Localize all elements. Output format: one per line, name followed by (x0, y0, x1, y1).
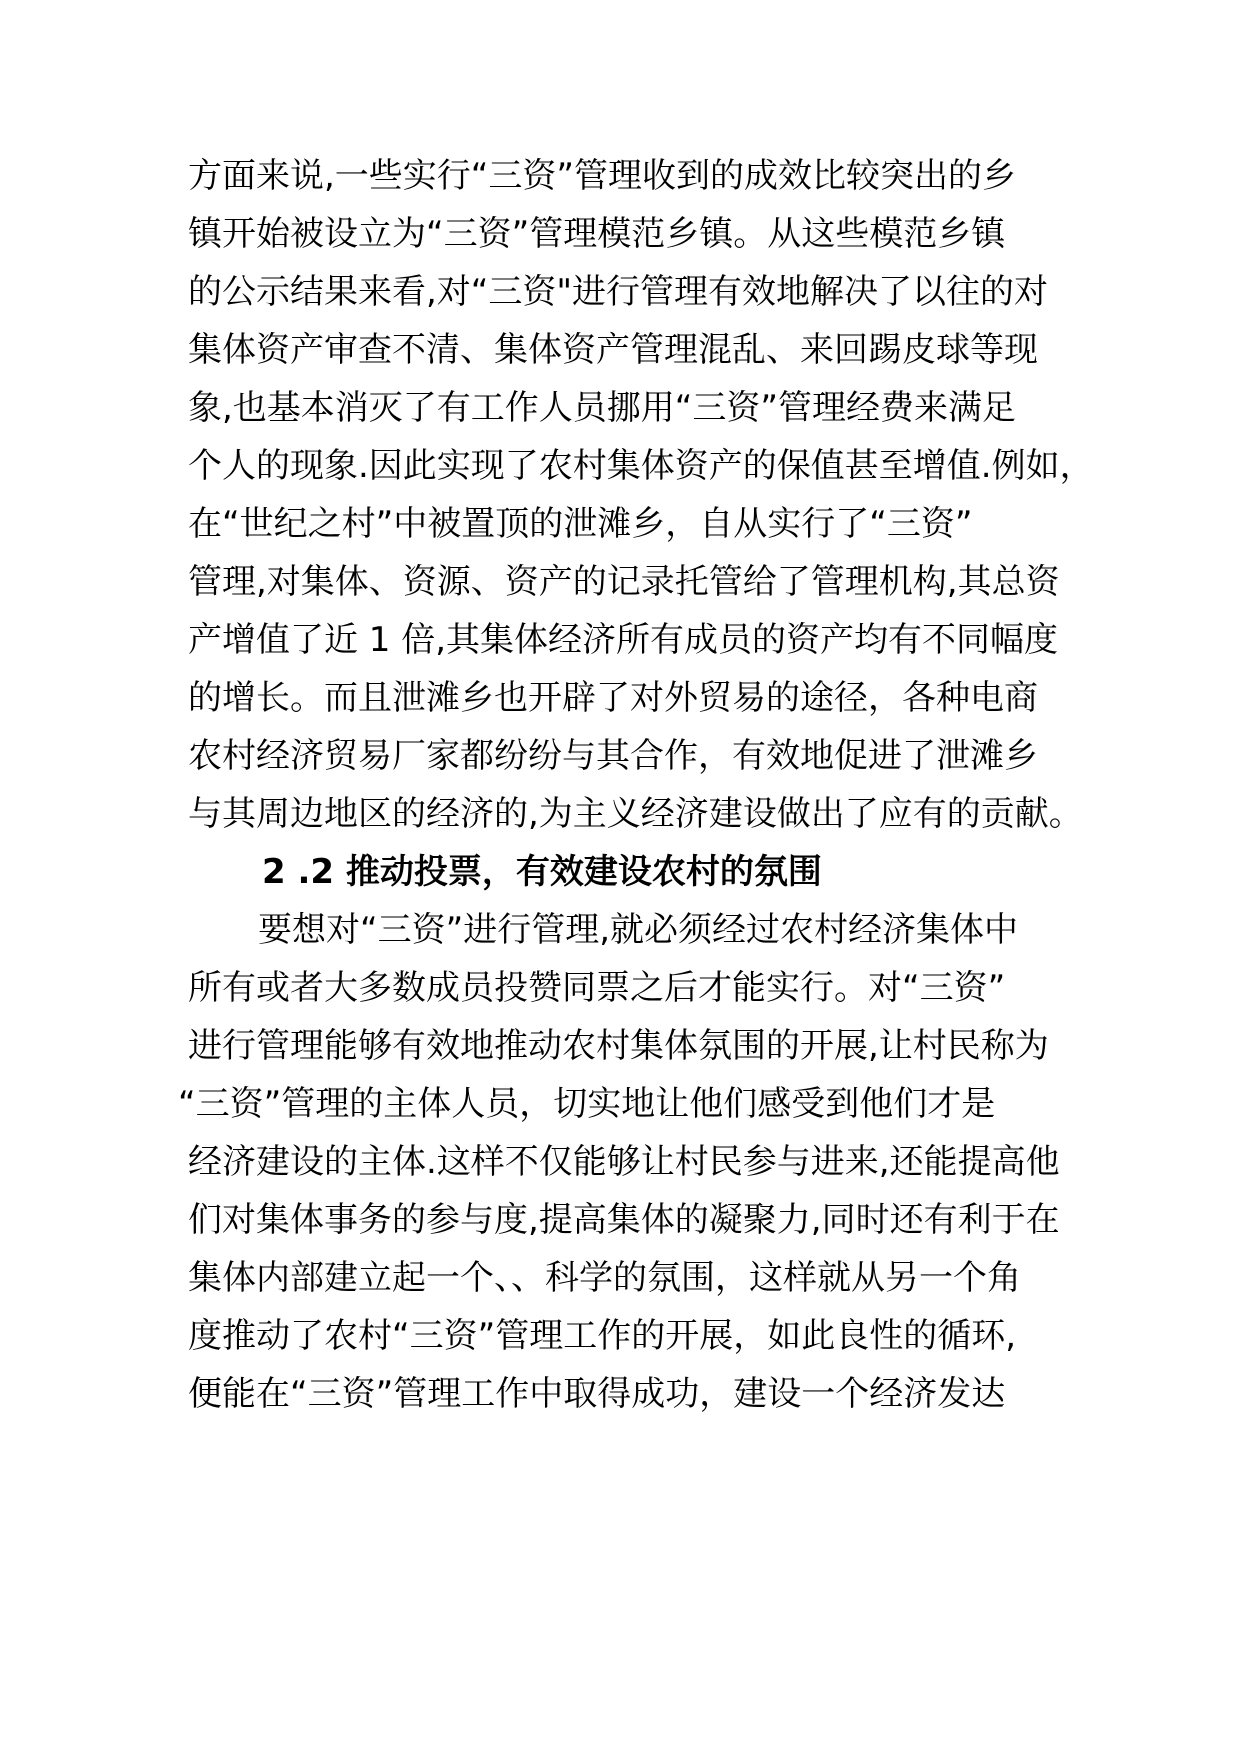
text-line: 象,也基本消灭了有工作人员挪用“三资”管理经费来满足 (188, 388, 1017, 428)
text-line: 集体资产审查不清、集体资产管理混乱、来回踢皮球等现 (188, 330, 1038, 370)
text-line: 在“世纪之村”中被置顶的泄滩乡，自从实行了“三资” (188, 504, 973, 544)
text-line: 经济建设的主体.这样不仅能够让村民参与进来,还能提高他 (188, 1142, 1060, 1182)
text-line: 度推动了农村“三资”管理工作的开展，如此良性的循环, (188, 1316, 1017, 1356)
text-line: 个人的现象.因此实现了农村集体资产的保值甚至增值.例如， (188, 446, 1094, 486)
text-line: 管理,对集体、资源、资产的记录托管给了管理机构,其总资 (188, 562, 1060, 602)
text-line: 的增长。而且泄滩乡也开辟了对外贸易的途径，各种电商 (188, 678, 1038, 718)
text-line: “三资”管理的主体人员，切实地让他们感受到他们才是 (178, 1084, 996, 1124)
text-line: 与其周边地区的经济的,为主义经济建设做出了应有的贡献。 (188, 794, 1083, 834)
text-line: 们对集体事务的参与度,提高集体的凝聚力,同时还有利于在 (188, 1200, 1060, 1240)
text-line: 所有或者大多数成员投赞同票之后才能实行。对“三资” (188, 968, 1006, 1008)
section-heading: 2 .2 推动投票，有效建设农村的氛围 (262, 852, 822, 892)
text-line: 集体内部建立起一个、、科学的氛围，这样就从另一个角 (188, 1258, 1021, 1298)
text-line: 的公示结果来看,对“三资"进行管理有效地解决了以往的对 (188, 272, 1049, 312)
text-line: 产增值了近 1 倍,其集体经济所有成员的资产均有不同幅度 (188, 620, 1059, 660)
text-line: 镇开始被设立为“三资”管理模范乡镇。从这些模范乡镇 (188, 214, 1006, 254)
text-line: 农村经济贸易厂家都纷纷与其合作，有效地促进了泄滩乡 (188, 736, 1038, 776)
text-line: 便能在“三资”管理工作中取得成功，建设一个经济发达 (188, 1374, 1006, 1414)
text-line: 要想对“三资”进行管理,就必须经过农村经济集体中 (258, 910, 1019, 950)
text-line: 方面来说,一些实行“三资”管理收到的成效比较突出的乡 (188, 156, 1017, 196)
text-line: 进行管理能够有效地推动农村集体氛围的开展,让村民称为 (188, 1026, 1049, 1066)
